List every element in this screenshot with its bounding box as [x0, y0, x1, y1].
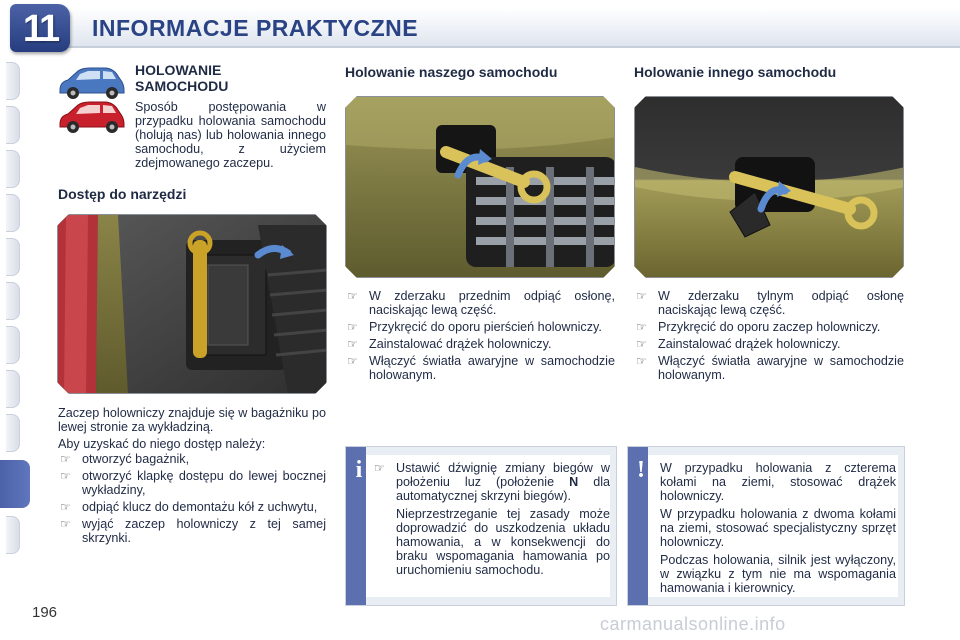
side-tab[interactable] [6, 106, 20, 144]
hand-pointer-icon: ☞ [60, 500, 71, 514]
warning-para-engine-off: Podczas holowania, silnik jest wyłączony, w związku z tym nie ma wspomagania hamowania i kierownicy. [660, 553, 896, 595]
watermark: carmanualsonline.info [600, 614, 786, 634]
list-item [58, 469, 326, 497]
list-item-text: Zainstalować drążek holowniczy. [369, 337, 552, 351]
rear-bumper-illustration [634, 96, 904, 278]
list-item [372, 461, 610, 503]
hand-pointer-icon: ☞ [60, 469, 71, 483]
heading-line: HOLOWANIE [135, 62, 222, 78]
other-car-steps [634, 289, 904, 385]
section-heading-tools: Dostęp do narzędzi [58, 186, 187, 202]
list-item-text: W zderzaku tylnym odpiąć osłonę naciskając lewą część. [658, 289, 904, 317]
list-item-text: W zderzaku przednim odpiąć osłonę, naciskając lewą część. [369, 289, 615, 317]
page-header [0, 0, 960, 52]
hand-pointer-icon: ☞ [636, 354, 647, 368]
info-box-text [372, 461, 610, 581]
front-bumper-image [346, 97, 615, 278]
chapter-number: 11 [22, 8, 58, 50]
side-tab[interactable] [6, 194, 20, 232]
tools-location: Zaczep holowniczy znajduje się w bagażniku po lewej stronie za wykładziną. [58, 406, 326, 434]
trunk-tow-hook-image [58, 215, 327, 394]
car-blue-icon [56, 66, 126, 100]
info-gear-text-tail: dla automatycznej skrzyni biegów). [396, 475, 611, 503]
list-item [58, 452, 326, 466]
list-item-text: Włączyć światła awaryjne w samochodzie holowanym. [369, 354, 615, 382]
list-item [58, 517, 326, 545]
tools-steps [58, 452, 326, 548]
list-item [634, 337, 904, 351]
warning-box-text [660, 461, 896, 599]
hand-pointer-icon: ☞ [374, 461, 385, 475]
trunk-illustration [57, 214, 327, 394]
list-item-text: Przykręcić do oporu pierścień holowniczy. [369, 320, 602, 334]
car-red-icon [56, 100, 126, 134]
hand-pointer-icon: ☞ [347, 289, 358, 303]
gear-position-neutral: N [569, 475, 579, 489]
side-tab[interactable] [6, 62, 20, 100]
warning-para-four-wheels: W przypadku holowania z czterema kołami na ziemi, stosować drążek holowniczy. [660, 461, 896, 503]
side-tab[interactable] [6, 370, 20, 408]
page-number: 196 [32, 604, 58, 621]
side-tab[interactable] [6, 238, 20, 276]
list-item [345, 337, 615, 351]
list-item [58, 500, 326, 514]
rear-bumper-image [635, 97, 904, 278]
heading-line: SAMOCHODU [135, 78, 229, 94]
list-item-text: Włączyć światła awaryjne w samochodzie holowanym. [658, 354, 904, 382]
chapter-badge [10, 4, 70, 52]
list-item [634, 320, 904, 334]
warning-icon: ! [628, 457, 654, 483]
own-car-steps [345, 289, 615, 385]
info-gear-text: Ustawić dźwignię zmiany biegów w położeniu luz (położenie [396, 461, 610, 489]
front-bumper-illustration [345, 96, 615, 278]
section-heading-other-car: Holowanie innego samochodu [634, 64, 837, 80]
list-item-text: Zainstalować drążek holowniczy. [658, 337, 841, 351]
warning-box [627, 446, 905, 606]
hand-pointer-icon: ☞ [60, 517, 71, 531]
warning-para-two-wheels: W przypadku holowania z dwoma kołami na ziemi, stosować specjalistyczny sprzęt holowniczy. [660, 507, 896, 549]
side-tab[interactable] [6, 326, 20, 364]
hand-pointer-icon: ☞ [636, 337, 647, 351]
section-heading-towing [135, 62, 228, 94]
list-item [345, 354, 615, 382]
info-icon: i [346, 457, 372, 483]
hand-pointer-icon: ☞ [636, 289, 647, 303]
info-box [345, 446, 617, 606]
list-item-text: odpiąć klucz do demontażu kół z uchwytu, [82, 500, 318, 514]
list-item [345, 289, 615, 317]
info-note: Nieprzestrzeganie tej zasady może doprowadzić do uszkodzenia układu hamowania, a w konsekwencji do braku wspomagania hamowania po uruchomieniu samochodu. [396, 507, 610, 577]
tools-text [58, 406, 326, 454]
side-tabs [0, 60, 28, 580]
hand-pointer-icon: ☞ [636, 320, 647, 334]
hand-pointer-icon: ☞ [347, 320, 358, 334]
page-title: INFORMACJE PRAKTYCZNE [92, 15, 419, 41]
hand-pointer-icon: ☞ [347, 337, 358, 351]
hand-pointer-icon: ☞ [60, 452, 71, 466]
list-item-text: otworzyć bagażnik, [82, 452, 190, 466]
hand-pointer-icon: ☞ [347, 354, 358, 368]
list-item-text: Przykręcić do oporu zaczep holowniczy. [658, 320, 881, 334]
side-tab[interactable] [6, 414, 20, 452]
list-item-text: wyjąć zaczep holowniczy z tej samej skrzynki. [82, 517, 326, 545]
list-item [345, 320, 615, 334]
list-item [634, 354, 904, 382]
list-item [634, 289, 904, 317]
side-tab-active[interactable] [0, 460, 30, 508]
side-tab[interactable] [6, 150, 20, 188]
intro-text: Sposób postępowania w przypadku holowania samochodu (holują nas) lub holowania innego samochodu, z użyciem zdejmowanego zaczepu. [135, 100, 326, 170]
side-tab[interactable] [6, 516, 20, 554]
tools-access-intro: Aby uzyskać do niego dostęp należy: [58, 437, 266, 451]
side-tab[interactable] [6, 282, 20, 320]
list-item-text: otworzyć klapkę dostępu do lewej bocznej wykładziny, [82, 469, 326, 497]
section-heading-own-car: Holowanie naszego samochodu [345, 64, 558, 80]
